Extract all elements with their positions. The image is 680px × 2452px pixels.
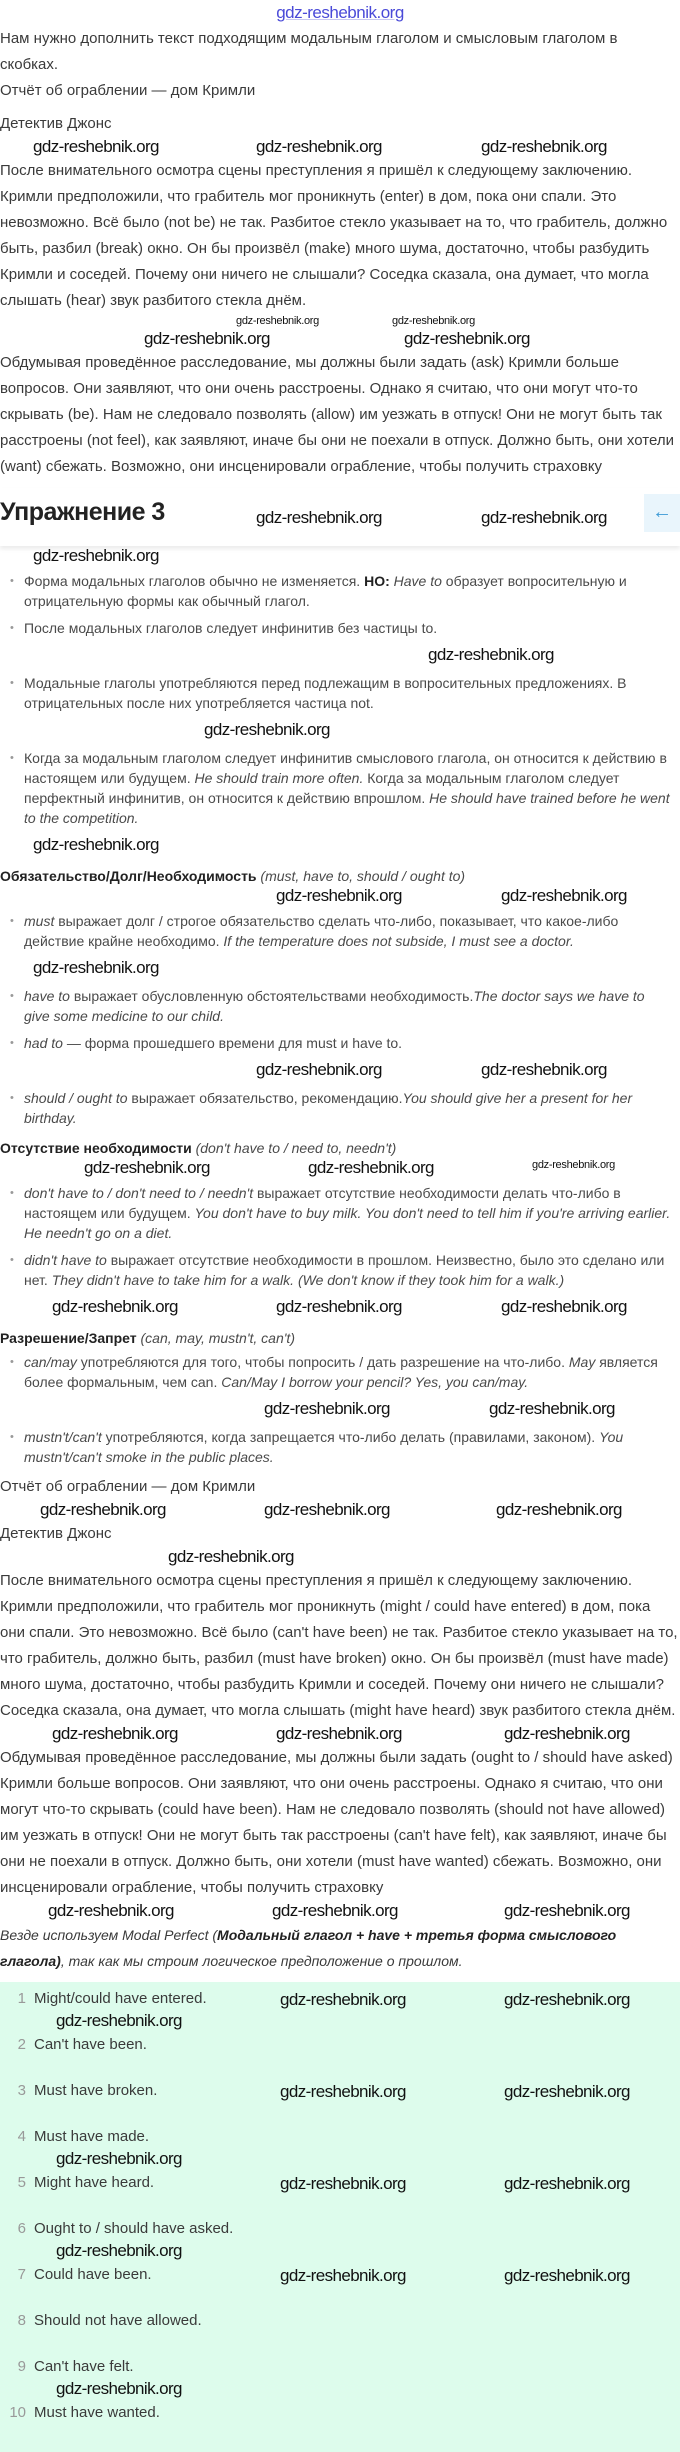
answer-text: Must have broken. (34, 2082, 158, 2099)
answer-text: Must have made. (34, 2128, 150, 2145)
watermark-row (0, 1901, 680, 1922)
section-heading-text: Разрешение/Запрет (0, 1330, 137, 1346)
watermark: gdz-reshebnik.org (272, 1901, 398, 1920)
watermark: gdz-reshebnik.org (481, 137, 607, 156)
permission-list (0, 1352, 672, 1467)
theory-intro-list (0, 571, 672, 828)
emphasis-text: You don't have to buy milk. You don't need to tell him if you're arriving earlier. He needn't go on a diet. (24, 1205, 671, 1241)
solution-note (0, 1922, 678, 1974)
watermark: gdz-reshebnik.org (481, 1060, 607, 1079)
solution-title: Отчёт об ограблении — дом Кримли (0, 1478, 256, 1495)
answer-item (0, 2216, 680, 2262)
text-segment: употребляются, когда запрещается что-либо делать (правилами, законом). (101, 1429, 600, 1445)
text-segment: Когда за модальным глаголом следует инфинитив смыслового глагола, он относится к действию в настоящем или будущем. (24, 750, 667, 786)
report-author: Детектив Джонс (0, 115, 112, 132)
rule-bullet (24, 986, 672, 1026)
answer-number: 9 (17, 2358, 26, 2375)
answer-number: 7 (17, 2266, 26, 2283)
watermark: gdz-reshebnik.org (496, 1500, 622, 1519)
watermark: gdz-reshebnik.org (481, 508, 607, 527)
watermark-row (0, 1547, 680, 1568)
answer-number: 6 (17, 2220, 26, 2237)
watermark: gdz-reshebnik.org (264, 1500, 390, 1519)
watermark: gdz-reshebnik.org (56, 2241, 182, 2260)
answer-number: 2 (17, 2036, 26, 2053)
watermark-row (0, 1724, 680, 1745)
watermark: gdz-reshebnik.org (504, 1990, 630, 2009)
watermark: gdz-reshebnik.org (33, 546, 159, 565)
emphasis-text: Have to (393, 573, 442, 589)
answer-item (0, 2032, 680, 2078)
rule-bullet (24, 1033, 672, 1053)
section-heading-obligation (0, 866, 680, 886)
watermark-row (0, 137, 680, 158)
emphasis-text: have to (24, 988, 70, 1004)
rule-bullet (24, 1088, 672, 1128)
watermark: gdz-reshebnik.org (52, 1724, 178, 1743)
watermark: gdz-reshebnik.org (504, 1724, 630, 1743)
answer-item (0, 2124, 680, 2170)
watermark: gdz-reshebnik.org (308, 1158, 434, 1177)
watermark: gdz-reshebnik.org (489, 1399, 615, 1418)
text-segment: выражает отсутствие необходимости в прошлом. Неизвестно, было это сделано или нет. (24, 1252, 665, 1288)
answer-number: 1 (17, 1990, 26, 2007)
rule-bullet (24, 748, 672, 828)
answer-item (0, 2170, 680, 2216)
watermark: gdz-reshebnik.org (428, 645, 554, 664)
watermark-row (0, 329, 680, 350)
watermark: gdz-reshebnik.org (256, 1060, 382, 1079)
watermark: gdz-reshebnik.org (276, 1724, 402, 1743)
watermark: gdz-reshebnik.org (256, 508, 382, 527)
answer-item (0, 2262, 680, 2308)
watermark-row (0, 835, 680, 856)
section-heading-text: Обязательство/Долг/Необходимость (0, 868, 257, 884)
watermark-row (0, 958, 672, 979)
emphasis-text: May (568, 1354, 596, 1370)
text-segment: выражает обязательство, рекомендацию. (127, 1090, 403, 1106)
watermark: gdz-reshebnik.org (501, 1297, 627, 1316)
exercise-title: Упражнение 3 (0, 498, 165, 526)
text-segment: Модальные глаголы употребляются перед подлежащим в вопросительных предложениях. В отрицательных после них употребляется частица not. (24, 675, 627, 711)
emphasis-text: They didn't have to take him for a walk. (We don't know if they took him for a walk.) (51, 1272, 565, 1288)
watermark: gdz-reshebnik.org (264, 1399, 390, 1418)
watermark: gdz-reshebnik.org (504, 2266, 630, 2285)
text-segment: После модальных глаголов следует инфинитив без частицы to. (24, 620, 438, 636)
emphasis-text: He should train more often. (194, 770, 364, 786)
text-segment: — форма прошедшего времени для must и have to. (62, 1035, 403, 1051)
emphasis-text: Везде используем Modal Perfect ( (0, 1927, 218, 1943)
watermark-row (0, 1060, 672, 1081)
emphasis-text: , так как мы строим логическое предположение о прошлом. (60, 1953, 463, 1969)
report-paragraph: Обдумывая проведённое расследование, мы должны были задать (ask) Кримли больше вопросов. Они заявляют, что они очень расстроены. Однако я считаю, что они могут что-то скрывать (be). Нам не следовало позволять (allow) им уезжать в отпуск! Они не могут быть так расстроены (not feel), как заявляют, иначе бы они не поехали в отпуск. Должно быть, они хотели (want) сбежать. Возможно, они инсценировали ограбление, чтобы получить страховку (0, 354, 674, 475)
watermark: gdz-reshebnik.org (236, 315, 319, 327)
watermark: gdz-reshebnik.org (144, 329, 270, 348)
rule-bullet (24, 618, 672, 638)
answer-number: 10 (9, 2404, 26, 2421)
answer-text: Should not have allowed. (34, 2312, 202, 2329)
answer-number: 5 (17, 2174, 26, 2191)
watermark: gdz-reshebnik.org (256, 137, 382, 156)
back-button[interactable] (644, 494, 680, 532)
watermark-row (0, 645, 672, 666)
emphasis-text: had to (24, 1035, 63, 1051)
answer-item (0, 2400, 680, 2446)
emphasis-text: If the temperature does not subside, I must see a doctor. (223, 933, 574, 949)
watermark: gdz-reshebnik.org (56, 2011, 182, 2030)
watermark: gdz-reshebnik.org (33, 958, 159, 977)
watermark-row (0, 314, 680, 329)
watermark-row (0, 1399, 672, 1420)
obligation-list (0, 911, 672, 1128)
text-segment: является более формальным, чем can. (24, 1354, 658, 1390)
text-segment: выражает обусловленную обстоятельствами необходимость. (69, 988, 474, 1004)
answer-number: 8 (17, 2312, 26, 2329)
watermark-row (0, 1158, 680, 1179)
watermark-row (0, 720, 680, 741)
answer-text: Ought to / should have asked. (34, 2220, 234, 2237)
answer-item (0, 1986, 680, 2032)
emphasis-text: Модальный глагол + have + третья форма смыслового глагола) (0, 1927, 617, 1969)
emphasis-text: don't have to / don't need to / needn't (24, 1185, 254, 1201)
watermark: gdz-reshebnik.org (52, 1297, 178, 1316)
arrow-left-icon: ← (652, 501, 672, 523)
watermark: gdz-reshebnik.org (280, 2174, 406, 2193)
watermark-row (0, 1297, 680, 1318)
answer-number: 4 (17, 2128, 26, 2145)
watermark: gdz-reshebnik.org (56, 2379, 182, 2398)
emphasis-text: can/may (24, 1354, 77, 1370)
answer-item (0, 2354, 680, 2400)
emphasis-text: didn't have to (24, 1252, 107, 1268)
text-segment: выражает долг / строгое обязательство сделать что-либо, показывает, что какое-либо действие крайне необходимо. (24, 913, 619, 949)
emphasis-text: The doctor says we have to give some medicine to our child. (24, 988, 645, 1024)
watermark: gdz-reshebnik.org (168, 1547, 294, 1566)
text-segment: образует вопросительную и отрицательную формы как обычный глагол. (24, 573, 627, 609)
site-logo-link[interactable]: gdz-reshebnik.org (276, 3, 404, 22)
answer-number: 3 (17, 2082, 26, 2099)
watermark: gdz-reshebnik.org (280, 2266, 406, 2285)
rule-bullet (24, 911, 672, 951)
section-heading-note: (can, may, mustn't, can't) (140, 1330, 295, 1346)
watermark-row (0, 1399, 680, 1420)
rule-bullet (24, 571, 672, 611)
rule-bullet (24, 673, 672, 713)
answer-text: Can't have been. (34, 2036, 147, 2053)
emphasis-text: He should have trained before he went to the competition. (24, 790, 670, 826)
answer-text: Can't have felt. (34, 2358, 134, 2375)
watermark: gdz-reshebnik.org (504, 1901, 630, 1920)
exercise-header (0, 488, 680, 546)
report-title: Отчёт об ограблении — дом Кримли (0, 82, 256, 99)
watermark: gdz-reshebnik.org (280, 1990, 406, 2009)
watermark: gdz-reshebnik.org (33, 137, 159, 156)
watermark: gdz-reshebnik.org (204, 720, 330, 739)
answer-text: Must have wanted. (34, 2404, 160, 2421)
emphasis-text: НО: (364, 573, 394, 589)
solution-author: Детектив Джонс (0, 1525, 112, 1542)
text-segment: Форма модальных глаголов обычно не изменяется. (24, 573, 365, 589)
task-instruction: Нам нужно дополнить текст подходящим модальным глаголом и смысловым глаголом в скобках. (0, 30, 618, 73)
watermark: gdz-reshebnik.org (276, 886, 402, 905)
emphasis-text: mustn't/can't (24, 1429, 102, 1445)
emphasis-text: You should give her a present for her birthday. (24, 1090, 633, 1126)
emphasis-text: must (24, 913, 55, 929)
watermark-row (0, 886, 680, 907)
answer-text: Could have been. (34, 2266, 152, 2283)
watermark: gdz-reshebnik.org (48, 1901, 174, 1920)
solution-paragraph: Обдумывая проведённое расследование, мы должны были задать (ought to / should have asked) Кримли больше вопросов. Они заявляют, что они очень расстроены. Однако я считаю, что они могут что-то скрывать (could have been). Нам не следовало позволять (should not have allowed) им уезжать в отпуск! Они не могут быть так расстроены (can't have felt), как заявляют, иначе бы они не поехали в отпуск. Должно быть, они хотели (must have wanted) сбежать. Возможно, они инсценировали ограбление, чтобы получить страховку (0, 1749, 673, 1896)
solution-paragraph: После внимательного осмотра сцены преступления я пришёл к следующему заключению. Кримли предположили, что грабитель мог проникнуть (might / could have entered) в дом, пока они спали. Это невозможно. Всё было (can't have been) не так. Разбитое стекло указывает на то, что грабитель, должно быть, разбил (must have broken) окно. Он бы произвёл (must have made) много шума, достаточно, чтобы разбудить Кримли и соседей. Почему они ничего не слышали? Соседка сказала, она думает, что могла слышать (might have heard) звук разбитого стекла днём. (0, 1572, 678, 1719)
watermark-row (0, 1500, 680, 1521)
watermark-row (0, 546, 680, 567)
watermark-row (0, 958, 680, 979)
section-heading-text: Отсутствие необходимости (0, 1140, 192, 1156)
watermark: gdz-reshebnik.org (84, 1158, 210, 1177)
text-segment: Когда за модальным глаголом следует перфектный инфинитив, он относится к действию впрошлом. (24, 770, 620, 806)
watermark: gdz-reshebnik.org (56, 2149, 182, 2168)
watermark: gdz-reshebnik.org (40, 1500, 166, 1519)
watermark: gdz-reshebnik.org (504, 2174, 630, 2193)
section-heading-no-necessity (0, 1138, 680, 1158)
watermark: gdz-reshebnik.org (501, 886, 627, 905)
watermark: gdz-reshebnik.org (280, 2082, 406, 2101)
answer-text: Might have heard. (34, 2174, 155, 2191)
answer-item (0, 2078, 680, 2124)
rule-bullet (24, 1183, 672, 1243)
watermark: gdz-reshebnik.org (504, 2082, 630, 2101)
watermark-row (0, 1060, 680, 1081)
section-heading-permission (0, 1328, 680, 1348)
answer-text: Might/could have entered. (34, 1990, 207, 2007)
watermark-row (0, 645, 680, 666)
rule-bullet (24, 1352, 672, 1392)
answer-item (0, 2308, 680, 2354)
section-heading-note: (must, have to, should / ought to) (260, 868, 466, 884)
watermark: gdz-reshebnik.org (276, 1297, 402, 1316)
watermark: gdz-reshebnik.org (404, 329, 530, 348)
emphasis-text: should / ought to (24, 1090, 128, 1106)
watermark: gdz-reshebnik.org (392, 315, 475, 327)
no-necessity-list (0, 1183, 672, 1290)
watermark-row (0, 720, 672, 741)
emphasis-text: Can/May I borrow your pencil? Yes, you can/may. (221, 1374, 529, 1390)
text-segment: употребляются для того, чтобы попросить / дать разрешение на что-либо. (76, 1354, 569, 1370)
watermark: gdz-reshebnik.org (532, 1159, 615, 1171)
rule-bullet (24, 1427, 672, 1467)
answers-list (0, 1982, 680, 2452)
watermark: gdz-reshebnik.org (33, 835, 159, 854)
rule-bullet (24, 1250, 672, 1290)
section-heading-note: (don't have to / need to, needn't) (195, 1140, 397, 1156)
report-paragraph: После внимательного осмотра сцены преступления я пришёл к следующему заключению. Кримли предположили, что грабитель мог проникнуть (enter) в дом, пока они спали. Это невозможно. Всё было (not be) не так. Разбитое стекло указывает на то, что грабитель, должно быть, разбил (break) окно. Он бы произвёл (make) много шума, достаточно, чтобы разбудить Кримли и соседей. Почему они ничего не слышали? Соседка сказала, она думает, что могла слышать (hear) звук разбитого стекла днём. (0, 162, 668, 309)
text-segment: выражает отсутствие необходимости делать что-либо в настоящем или будущем. (24, 1185, 621, 1221)
emphasis-text: You mustn't/can't smoke in the public places. (24, 1429, 624, 1465)
